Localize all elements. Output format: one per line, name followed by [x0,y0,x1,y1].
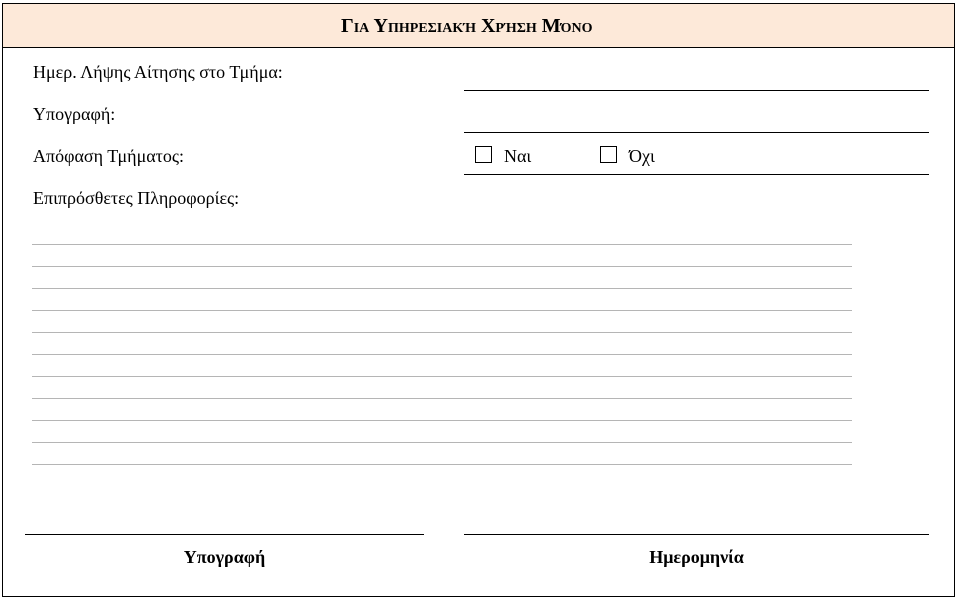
footer-date-caption: Ημερομηνία [649,547,744,567]
footer-signature-caption: Υπογραφή [183,547,266,567]
decision-line [464,174,929,175]
signature-line[interactable] [464,132,929,133]
additional-info-line[interactable] [32,332,852,333]
additional-info-line[interactable] [32,464,852,465]
receipt-date-label: Ημερ. Λήψης Αίτησης στο Τμήμα: [33,62,283,82]
office-use-form [2,3,955,597]
additional-info-line[interactable] [32,442,852,443]
decision-no-checkbox[interactable] [600,146,617,163]
additional-info-line[interactable] [32,310,852,311]
additional-info-line[interactable] [32,376,852,377]
form-title: Για Υπηρεσιακή Χρήση Μόνο [341,15,593,37]
additional-info-line[interactable] [32,398,852,399]
signature-label: Υπογραφή: [33,104,116,124]
decision-yes-checkbox[interactable] [475,146,492,163]
footer-signature-line[interactable] [25,534,424,535]
additional-info-line[interactable] [32,266,852,267]
form-header [3,4,954,48]
additional-info-line[interactable] [32,288,852,289]
additional-info-line[interactable] [32,244,852,245]
additional-info-line[interactable] [32,420,852,421]
footer-date-line[interactable] [464,534,929,535]
decision-label: Απόφαση Τμήματος: [33,146,185,166]
decision-yes-label: Ναι [504,146,532,166]
receipt-date-line[interactable] [464,90,929,91]
decision-no-label: Όχι [629,146,655,166]
additional-info-label: Επιπρόσθετες Πληροφορίες: [33,188,240,208]
additional-info-line[interactable] [32,354,852,355]
